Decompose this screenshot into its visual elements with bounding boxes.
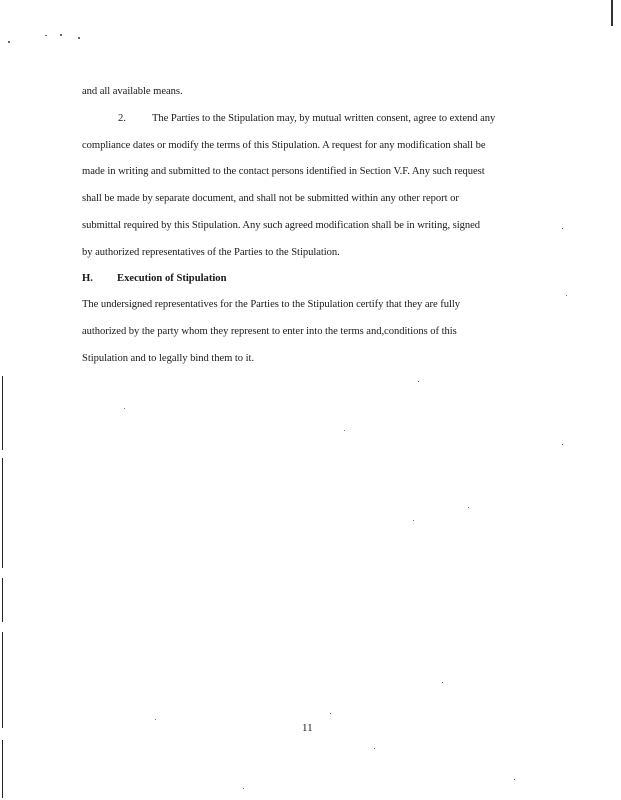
section-line: authorized by the party whom they represent to enter into the terms and,conditions of this (82, 326, 457, 337)
scan-speck (8, 41, 10, 43)
scan-speck (45, 35, 47, 36)
continuation-line: and all available means. (82, 86, 183, 97)
scan-speck (413, 520, 414, 521)
paragraph-line: submittal required by this Stipulation. Any such agreed modification shall be in writing, signed (82, 220, 480, 231)
scan-speck (78, 37, 80, 39)
scan-speck (124, 408, 125, 409)
paragraph-line: shall be made by separate document, and shall not be submitted within any other report or (82, 193, 459, 204)
scan-speck (374, 748, 375, 749)
section-title: Execution of Stipulation (117, 273, 227, 284)
paragraph-line: compliance dates or modify the terms of this Stipulation. A request for any modification shall be (82, 140, 486, 151)
scan-edge-line (2, 632, 3, 728)
scan-speck (566, 295, 567, 296)
scan-speck (418, 381, 419, 382)
paragraph-line: The Parties to the Stipulation may, by mutual written consent, agree to extend any (152, 113, 496, 124)
scan-edge-line (2, 578, 3, 622)
section-line: Stipulation and to legally bind them to it. (82, 353, 255, 364)
scan-edge-line (2, 740, 3, 798)
scan-speck (514, 779, 515, 780)
section-line: The undersigned representatives for the Parties to the Stipulation certify that they are fully (82, 299, 461, 310)
page-number: 11 (302, 722, 313, 734)
paragraph-number: 2. (118, 113, 126, 124)
scan-speck (562, 444, 563, 445)
scan-speck (243, 788, 244, 789)
scan-speck (344, 430, 345, 431)
scan-speck (60, 34, 62, 36)
scan-edge-line (2, 376, 3, 450)
scan-speck (330, 713, 331, 714)
scan-edge-line (2, 458, 3, 568)
scan-speck (442, 682, 443, 683)
scan-speck (155, 719, 156, 720)
scan-edge-mark (611, 0, 613, 26)
scan-speck (562, 228, 563, 229)
paragraph-line: by authorized representatives of the Parties to the Stipulation. (82, 247, 340, 258)
scan-speck (468, 507, 469, 508)
paragraph-line: made in writing and submitted to the contact persons identified in Section V.F. Any such request (82, 166, 485, 177)
section-number: H. (82, 273, 93, 284)
